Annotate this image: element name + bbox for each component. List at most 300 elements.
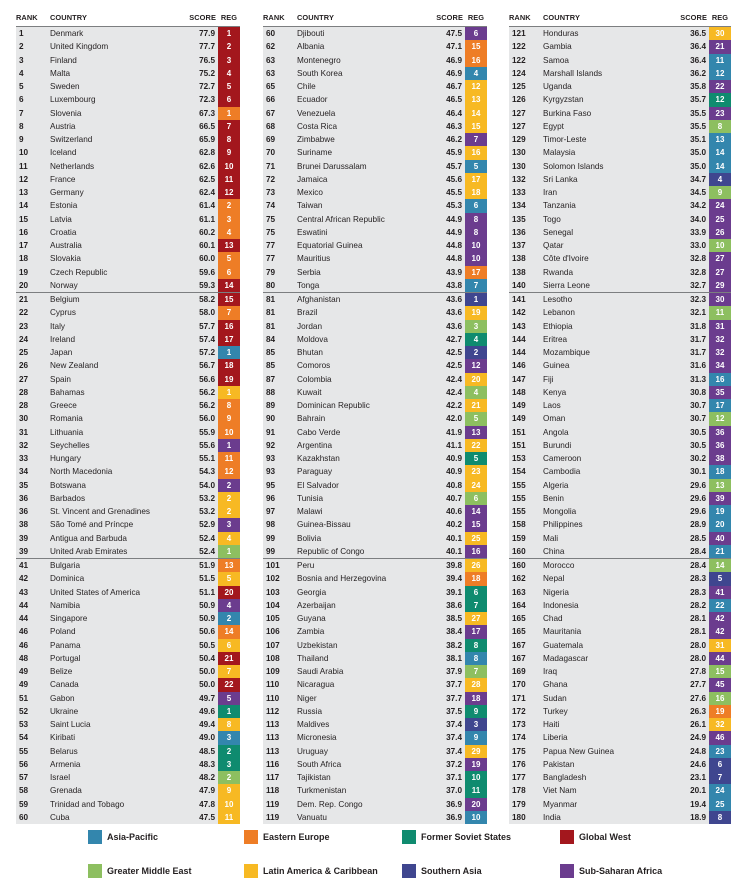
score-cell: 47.9 xyxy=(199,786,215,796)
region-rank-badge: 21 xyxy=(709,545,731,558)
score-cell: 31.7 xyxy=(690,348,706,358)
column-header xyxy=(263,8,487,26)
rank-cell: 172 xyxy=(512,706,526,716)
country-cell: Kyrgyzstan xyxy=(543,95,584,105)
table-row xyxy=(263,705,487,718)
table-row xyxy=(263,146,487,159)
rank-cell: 151 xyxy=(512,440,526,450)
country-cell: Sweden xyxy=(50,82,80,92)
country-cell: Laos xyxy=(543,401,561,411)
score-cell: 28.0 xyxy=(690,653,706,663)
legend-label: Former Soviet States xyxy=(421,832,512,842)
table-row xyxy=(16,80,240,93)
table-row xyxy=(263,758,487,771)
ranking-block xyxy=(263,292,487,558)
rank-cell: 56 xyxy=(19,759,29,769)
score-cell: 51.1 xyxy=(199,587,215,597)
table-row xyxy=(509,239,731,252)
country-cell: Moldova xyxy=(297,334,328,344)
region-rank-badge: 17 xyxy=(709,399,731,412)
region-rank-badge: 1 xyxy=(218,439,240,452)
country-cell: Central African Republic xyxy=(297,214,385,224)
rank-cell: 51 xyxy=(19,693,29,703)
table-row xyxy=(509,586,731,599)
score-cell: 29.6 xyxy=(690,480,706,490)
rank-cell: 122 xyxy=(512,42,526,52)
rank-cell: 102 xyxy=(266,574,280,584)
rank-cell: 53 xyxy=(19,720,29,730)
score-cell: 35.0 xyxy=(690,148,706,158)
score-cell: 40.2 xyxy=(446,520,462,530)
legend-label: Southern Asia xyxy=(421,866,482,876)
score-cell: 46.9 xyxy=(446,68,462,78)
table-row xyxy=(263,518,487,531)
rank-cell: 36 xyxy=(19,507,29,517)
rank-cell: 165 xyxy=(512,627,526,637)
country-cell: Finland xyxy=(50,55,77,65)
score-cell: 60.2 xyxy=(199,227,215,237)
rank-cell: 109 xyxy=(266,667,280,677)
region-rank-badge: 6 xyxy=(465,492,487,505)
country-cell: Kiribati xyxy=(50,733,76,743)
region-rank-badge: 19 xyxy=(465,758,487,771)
country-cell: Indonesia xyxy=(543,600,579,610)
score-cell: 52.4 xyxy=(199,533,215,543)
score-cell: 77.7 xyxy=(199,42,215,52)
table-row xyxy=(263,492,487,505)
table-row xyxy=(263,465,487,478)
country-cell: Togo xyxy=(543,214,561,224)
score-cell: 67.3 xyxy=(199,108,215,118)
country-cell: Greece xyxy=(50,401,77,411)
rank-cell: 125 xyxy=(512,82,526,92)
table-row xyxy=(16,239,240,252)
rank-cell: 177 xyxy=(512,773,526,783)
table-row xyxy=(509,492,731,505)
score-cell: 34.2 xyxy=(690,201,706,211)
table-row xyxy=(16,293,240,306)
score-cell: 37.1 xyxy=(446,773,462,783)
region-rank-badge: 13 xyxy=(709,479,731,492)
rank-cell: 106 xyxy=(266,627,280,637)
region-rank-badge: 2 xyxy=(465,346,487,359)
table-row xyxy=(263,412,487,425)
rank-cell: 134 xyxy=(512,201,526,211)
country-cell: Azerbaijan xyxy=(297,600,336,610)
score-cell: 47.1 xyxy=(446,42,462,52)
score-cell: 50.6 xyxy=(199,627,215,637)
table-row xyxy=(16,399,240,412)
score-cell: 26.3 xyxy=(690,706,706,716)
table-row xyxy=(509,412,731,425)
table-row xyxy=(16,705,240,718)
rank-cell: 9 xyxy=(19,135,24,145)
country-cell: Poland xyxy=(50,627,76,637)
ranking-block xyxy=(509,26,731,292)
region-rank-badge: 12 xyxy=(218,465,240,478)
rank-cell: 6 xyxy=(19,95,24,105)
country-cell: Tajikistan xyxy=(297,773,331,783)
country-cell: Spain xyxy=(50,374,71,384)
region-rank-badge: 5 xyxy=(465,452,487,465)
region-rank-badge: 1 xyxy=(218,27,240,40)
rank-cell: 122 xyxy=(512,55,526,65)
score-cell: 28.9 xyxy=(690,520,706,530)
country-cell: St. Vincent and Grenadines xyxy=(50,507,150,517)
country-cell: Morocco xyxy=(543,561,575,571)
region-rank-badge: 8 xyxy=(218,718,240,731)
rank-cell: 32 xyxy=(19,440,29,450)
country-cell: Kazakhstan xyxy=(297,454,340,464)
legend-label: Latin America & Caribbean xyxy=(263,866,378,876)
region-rank-badge: 10 xyxy=(218,426,240,439)
score-cell: 52.9 xyxy=(199,520,215,530)
region-rank-badge: 3 xyxy=(465,320,487,333)
country-cell: North Macedonia xyxy=(50,467,113,477)
table-row xyxy=(509,54,731,67)
country-cell: Mali xyxy=(543,533,559,543)
table-row xyxy=(509,784,731,797)
score-cell: 26.1 xyxy=(690,720,706,730)
score-cell: 28.1 xyxy=(690,627,706,637)
rank-cell: 119 xyxy=(266,799,280,809)
score-cell: 40.1 xyxy=(446,533,462,543)
region-rank-badge: 8 xyxy=(465,226,487,239)
country-cell: Micronesia xyxy=(297,733,337,743)
rank-cell: 176 xyxy=(512,759,526,769)
country-cell: Austria xyxy=(50,121,76,131)
table-row xyxy=(263,320,487,333)
table-row xyxy=(16,373,240,386)
table-row xyxy=(509,399,731,412)
score-cell: 65.9 xyxy=(199,135,215,145)
region-rank-badge: 27 xyxy=(465,612,487,625)
score-cell: 44.8 xyxy=(446,241,462,251)
rank-cell: 148 xyxy=(512,387,526,397)
legend-swatch xyxy=(560,864,574,878)
table-row xyxy=(263,107,487,120)
country-cell: Sudan xyxy=(543,693,567,703)
region-rank-badge: 32 xyxy=(709,333,731,346)
header-reg: REG xyxy=(467,12,485,22)
score-cell: 43.6 xyxy=(446,321,462,331)
score-cell: 34.0 xyxy=(690,214,706,224)
country-cell: Cabo Verde xyxy=(297,427,341,437)
table-row xyxy=(16,518,240,531)
table-row xyxy=(509,745,731,758)
rank-cell: 85 xyxy=(266,361,276,371)
score-cell: 72.7 xyxy=(199,82,215,92)
score-cell: 61.4 xyxy=(199,201,215,211)
rank-cell: 8 xyxy=(19,121,24,131)
legend-item xyxy=(244,830,330,844)
score-cell: 46.3 xyxy=(446,121,462,131)
country-cell: Belgium xyxy=(50,295,80,305)
rank-cell: 160 xyxy=(512,561,526,571)
rank-cell: 96 xyxy=(266,493,276,503)
table-row xyxy=(263,479,487,492)
region-rank-badge: 11 xyxy=(218,173,240,186)
region-rank-badge: 29 xyxy=(465,745,487,758)
score-cell: 31.7 xyxy=(690,334,706,344)
table-row xyxy=(16,665,240,678)
country-cell: Costa Rica xyxy=(297,121,338,131)
region-rank-badge: 19 xyxy=(218,373,240,386)
region-rank-badge: 15 xyxy=(465,518,487,531)
country-cell: Iran xyxy=(543,188,558,198)
country-cell: Nicaragua xyxy=(297,680,335,690)
rank-cell: 25 xyxy=(19,348,29,358)
region-rank-badge: 2 xyxy=(218,745,240,758)
region-rank-badge: 18 xyxy=(218,359,240,372)
table-row xyxy=(16,199,240,212)
region-rank-badge: 1 xyxy=(218,705,240,718)
ranking-block xyxy=(16,292,240,558)
region-rank-badge: 9 xyxy=(465,705,487,718)
table-row xyxy=(263,27,487,40)
region-rank-badge: 10 xyxy=(465,771,487,784)
country-cell: Turkmenistan xyxy=(297,786,347,796)
score-cell: 45.7 xyxy=(446,161,462,171)
region-rank-badge: 26 xyxy=(465,559,487,572)
region-rank-badge: 7 xyxy=(465,665,487,678)
rank-cell: 93 xyxy=(266,467,276,477)
score-cell: 43.8 xyxy=(446,280,462,290)
rank-cell: 143 xyxy=(512,321,526,331)
region-legend xyxy=(0,826,746,886)
table-row xyxy=(509,439,731,452)
region-rank-badge: 2 xyxy=(218,40,240,53)
score-cell: 59.3 xyxy=(199,280,215,290)
region-rank-badge: 4 xyxy=(465,386,487,399)
rank-cell: 119 xyxy=(266,812,280,822)
rank-cell: 22 xyxy=(19,308,29,318)
score-cell: 28.3 xyxy=(690,587,706,597)
country-cell: Burkina Faso xyxy=(543,108,592,118)
region-rank-badge: 18 xyxy=(709,465,731,478)
country-cell: Cameroon xyxy=(543,454,582,464)
table-row xyxy=(263,239,487,252)
country-cell: Malawi xyxy=(297,507,323,517)
table-row xyxy=(16,572,240,585)
region-rank-badge: 34 xyxy=(709,359,731,372)
region-rank-badge: 4 xyxy=(218,226,240,239)
table-row xyxy=(263,784,487,797)
region-rank-badge: 4 xyxy=(465,333,487,346)
score-cell: 38.2 xyxy=(446,640,462,650)
country-cell: Japan xyxy=(50,348,73,358)
rank-cell: 132 xyxy=(512,174,526,184)
region-rank-badge: 1 xyxy=(218,107,240,120)
rank-cell: 71 xyxy=(266,161,276,171)
country-cell: Jordan xyxy=(297,321,323,331)
table-row xyxy=(509,692,731,705)
score-cell: 51.5 xyxy=(199,574,215,584)
country-cell: Nepal xyxy=(543,574,565,584)
table-row xyxy=(16,107,240,120)
region-rank-badge: 25 xyxy=(709,798,731,811)
rank-cell: 1 xyxy=(19,29,24,39)
rank-cell: 164 xyxy=(512,600,526,610)
country-cell: Trinidad and Tobago xyxy=(50,799,125,809)
country-cell: Philippines xyxy=(543,520,583,530)
score-cell: 36.5 xyxy=(690,29,706,39)
score-cell: 47.8 xyxy=(199,799,215,809)
score-cell: 48.5 xyxy=(199,746,215,756)
rank-cell: 10 xyxy=(19,148,29,158)
rank-cell: 171 xyxy=(512,693,526,703)
score-cell: 32.7 xyxy=(690,280,706,290)
country-cell: Sri Lanka xyxy=(543,174,578,184)
table-row xyxy=(16,652,240,665)
table-row xyxy=(263,40,487,53)
region-rank-badge: 19 xyxy=(709,505,731,518)
table-row xyxy=(509,612,731,625)
region-rank-badge: 15 xyxy=(465,120,487,133)
table-row xyxy=(263,293,487,306)
region-rank-badge: 2 xyxy=(218,199,240,212)
score-cell: 62.6 xyxy=(199,161,215,171)
region-rank-badge: 12 xyxy=(709,67,731,80)
table-row xyxy=(509,532,731,545)
country-cell: Argentina xyxy=(297,440,333,450)
table-row xyxy=(16,412,240,425)
table-row xyxy=(16,426,240,439)
country-cell: Algeria xyxy=(543,480,569,490)
score-cell: 37.9 xyxy=(446,667,462,677)
region-rank-badge: 8 xyxy=(218,399,240,412)
ranking-column-1 xyxy=(16,8,240,824)
legend-swatch xyxy=(560,830,574,844)
region-rank-badge: 10 xyxy=(465,239,487,252)
rank-cell: 163 xyxy=(512,587,526,597)
table-row xyxy=(16,745,240,758)
table-row xyxy=(263,54,487,67)
score-cell: 36.9 xyxy=(446,799,462,809)
region-rank-badge: 16 xyxy=(709,692,731,705)
region-rank-badge: 15 xyxy=(709,665,731,678)
rank-cell: 33 xyxy=(19,454,29,464)
region-rank-badge: 24 xyxy=(709,784,731,797)
country-cell: India xyxy=(543,812,561,822)
score-cell: 40.6 xyxy=(446,507,462,517)
rank-cell: 30 xyxy=(19,414,29,424)
region-rank-badge: 5 xyxy=(218,252,240,265)
rank-cell: 113 xyxy=(266,733,280,743)
rank-cell: 66 xyxy=(266,95,276,105)
legend-item xyxy=(402,830,511,844)
table-row xyxy=(509,252,731,265)
rank-cell: 151 xyxy=(512,427,526,437)
rank-cell: 7 xyxy=(19,108,24,118)
score-cell: 36.2 xyxy=(690,68,706,78)
region-rank-badge: 7 xyxy=(465,133,487,146)
country-cell: South Africa xyxy=(297,759,342,769)
region-rank-badge: 7 xyxy=(218,665,240,678)
region-rank-badge: 6 xyxy=(465,586,487,599)
rank-cell: 58 xyxy=(19,786,29,796)
country-cell: Guinea-Bissau xyxy=(297,520,351,530)
country-cell: Lebanon xyxy=(543,308,575,318)
table-row xyxy=(509,306,731,319)
score-cell: 50.5 xyxy=(199,640,215,650)
table-row xyxy=(16,798,240,811)
region-rank-badge: 35 xyxy=(709,386,731,399)
score-cell: 55.1 xyxy=(199,454,215,464)
rank-cell: 39 xyxy=(19,533,29,543)
country-cell: Ireland xyxy=(50,334,76,344)
score-cell: 47.5 xyxy=(199,812,215,822)
country-cell: Comoros xyxy=(297,361,331,371)
header-score: SCORE xyxy=(680,12,707,22)
rank-cell: 127 xyxy=(512,108,526,118)
country-cell: Egypt xyxy=(543,121,564,131)
rank-cell: 38 xyxy=(19,520,29,530)
score-cell: 30.8 xyxy=(690,387,706,397)
header-rank: RANK xyxy=(263,12,285,22)
score-cell: 30.5 xyxy=(690,427,706,437)
country-cell: Bahrain xyxy=(297,414,326,424)
region-rank-badge: 16 xyxy=(465,545,487,558)
table-row xyxy=(16,586,240,599)
score-cell: 24.8 xyxy=(690,746,706,756)
country-cell: Vanuatu xyxy=(297,812,327,822)
country-cell: Pakistan xyxy=(543,759,575,769)
region-rank-badge: 44 xyxy=(709,652,731,665)
rank-cell: 36 xyxy=(19,493,29,503)
table-row xyxy=(509,518,731,531)
country-cell: Zambia xyxy=(297,627,325,637)
region-rank-badge: 16 xyxy=(709,373,731,386)
score-cell: 42.4 xyxy=(446,374,462,384)
country-cell: Luxembourg xyxy=(50,95,96,105)
region-rank-badge: 16 xyxy=(465,146,487,159)
country-cell: Eswatini xyxy=(297,227,328,237)
rank-cell: 121 xyxy=(512,29,526,39)
country-cell: Niger xyxy=(297,693,317,703)
table-row xyxy=(509,320,731,333)
table-row xyxy=(509,771,731,784)
country-cell: Ghana xyxy=(543,680,568,690)
region-rank-badge: 4 xyxy=(709,173,731,186)
rank-cell: 92 xyxy=(266,440,276,450)
rank-cell: 130 xyxy=(512,161,526,171)
table-row xyxy=(509,798,731,811)
table-row xyxy=(509,559,731,572)
region-rank-badge: 3 xyxy=(218,758,240,771)
score-cell: 42.4 xyxy=(446,387,462,397)
score-cell: 32.1 xyxy=(690,308,706,318)
score-cell: 57.4 xyxy=(199,334,215,344)
country-cell: São Tomé and Príncpe xyxy=(50,520,134,530)
region-rank-badge: 31 xyxy=(709,639,731,652)
country-cell: Italy xyxy=(50,321,66,331)
country-cell: Bangladesh xyxy=(543,773,587,783)
rank-cell: 98 xyxy=(266,520,276,530)
table-row xyxy=(16,120,240,133)
table-row xyxy=(16,320,240,333)
country-cell: Israel xyxy=(50,773,71,783)
score-cell: 61.1 xyxy=(199,214,215,224)
rank-cell: 108 xyxy=(266,653,280,663)
region-rank-badge: 6 xyxy=(465,199,487,212)
table-row xyxy=(16,625,240,638)
table-row xyxy=(263,67,487,80)
rank-cell: 104 xyxy=(266,600,280,610)
table-row xyxy=(263,811,487,824)
rank-cell: 14 xyxy=(19,201,29,211)
rank-cell: 27 xyxy=(19,374,29,384)
